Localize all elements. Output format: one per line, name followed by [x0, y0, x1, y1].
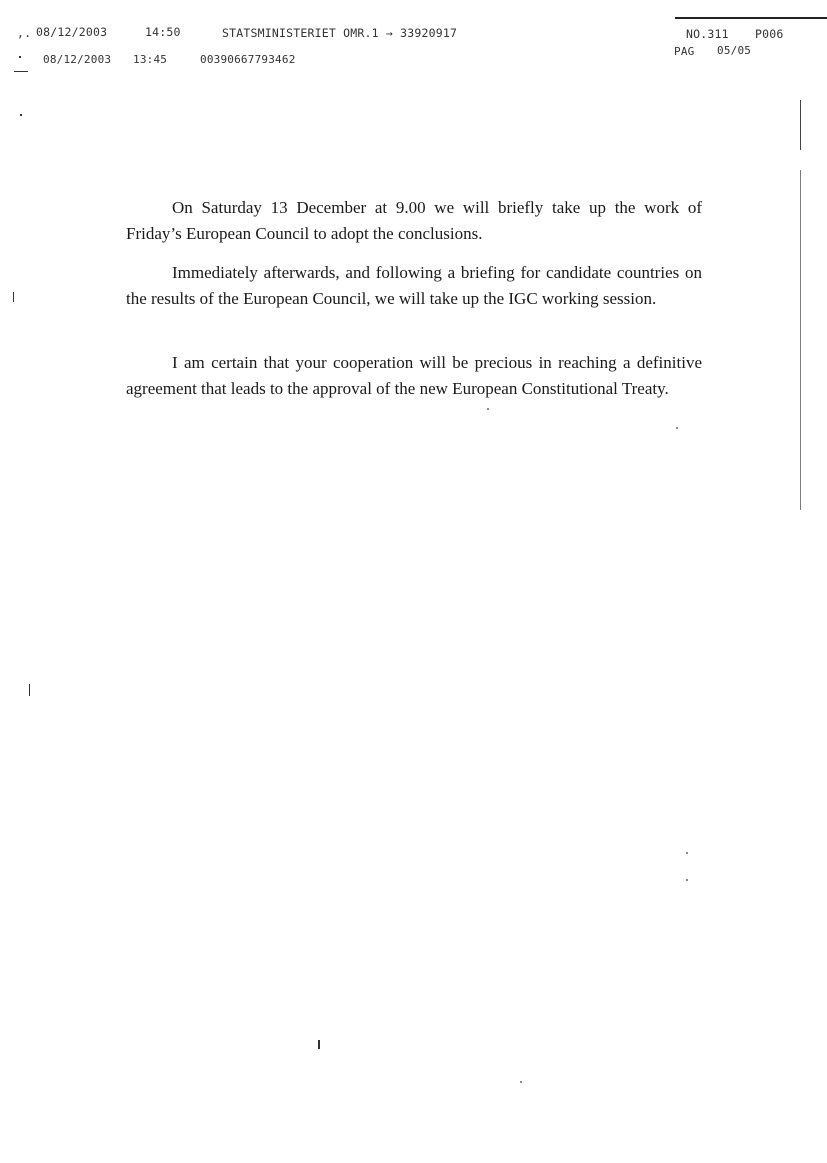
fax-sender-line: STATSMINISTERIET OMR.1 → 33920917 [222, 26, 458, 40]
fax-number: NO.311 [686, 27, 729, 41]
scan-speck [520, 1081, 522, 1083]
paragraph-1 [126, 195, 702, 247]
scan-speck [676, 427, 678, 429]
paragraph-2-text: Immediately afterwards, and following a briefing for candidate countries on the results of the European Council, we will take up the IGC working session. [126, 263, 702, 308]
fax-page-number: 05/05 [717, 44, 752, 57]
scan-edge-line [800, 170, 801, 510]
fax-date-2: 08/12/2003 [43, 53, 112, 66]
scan-edge-line [800, 100, 801, 150]
fax-time-1: 14:50 [145, 25, 181, 39]
scan-mark [318, 1040, 320, 1049]
scan-speck [686, 879, 688, 881]
scan-mark [19, 56, 21, 58]
fax-date-1: 08/12/2003 [36, 25, 108, 39]
scan-mark [13, 292, 14, 302]
scan-mark [20, 114, 22, 116]
fax-prefix-mark: ,. [17, 26, 32, 40]
paragraph-1-text: On Saturday 13 December at 9.00 we will briefly take up the work of Friday’s European Council to adopt the conclusions. [126, 198, 702, 243]
fax-time-2: 13:45 [133, 53, 168, 66]
scan-mark [14, 71, 28, 72]
fax-phone: 00390667793462 [200, 53, 296, 66]
scan-speck [487, 408, 489, 410]
paragraph-3 [126, 350, 702, 402]
fax-top-rule [675, 17, 827, 19]
scan-mark [29, 684, 30, 696]
scan-speck [686, 852, 688, 854]
fax-code: P006 [755, 27, 784, 41]
paragraph-3-text: I am certain that your cooperation will be precious in reaching a definitive agreement that leads to the approval of the new European Constitutional Treaty. [126, 353, 702, 398]
fax-page-label: PAG [674, 45, 695, 58]
paragraph-2 [126, 260, 702, 312]
